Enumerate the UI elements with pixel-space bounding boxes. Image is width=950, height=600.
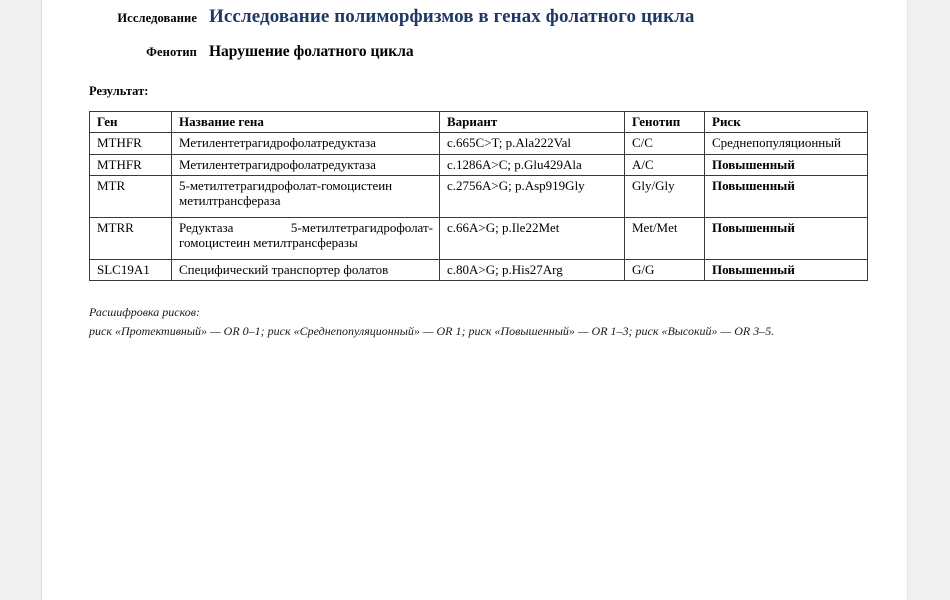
cell-gene-name: Специфический транспортер фолатов (172, 259, 440, 280)
table-row (90, 154, 868, 175)
result-label: Результат: (89, 84, 149, 98)
column-header-gene-name: Название гена (172, 112, 440, 133)
cell-gene-name: Редуктаза 5-метилтетрагидрофолат-гомоцистеин метилтрансферазы (172, 217, 440, 259)
cell-risk: Среднепопуляционный (705, 133, 868, 154)
column-header-gene: Ген (90, 112, 172, 133)
cell-genotype: Gly/Gly (625, 175, 705, 217)
table-row (90, 175, 868, 217)
column-header-variant: Вариант (440, 112, 625, 133)
document-page (41, 0, 908, 600)
cell-gene: MTHFR (90, 154, 172, 175)
risk-legend (89, 303, 874, 340)
results-table (89, 111, 868, 281)
study-row (89, 6, 874, 28)
cell-variant: c.66A>G; p.Ile22Met (440, 217, 625, 259)
phenotype-label: Фенотип (146, 45, 197, 59)
cell-gene-name: 5-метилтетрагидрофолат-гомоцистеин метилтрансфераза (172, 175, 440, 217)
cell-gene: SLC19A1 (90, 259, 172, 280)
table-row (90, 133, 868, 154)
cell-genotype: G/G (625, 259, 705, 280)
table-row (90, 259, 868, 280)
cell-gene-name: Метилентетрагидрофолатредуктаза (172, 154, 440, 175)
cell-variant: c.665C>T; p.Ala222Val (440, 133, 625, 154)
table-row (90, 217, 868, 259)
phenotype-value: Нарушение фолатного цикла (209, 43, 414, 60)
table-header-row (90, 112, 868, 133)
cell-variant: c.2756A>G; p.Asp919Gly (440, 175, 625, 217)
study-label: Исследование (117, 11, 197, 25)
cell-genotype: C/C (625, 133, 705, 154)
risk-legend-title: Расшифровка рисков: (89, 305, 200, 320)
cell-gene: MTR (90, 175, 172, 217)
column-header-genotype: Генотип (625, 112, 705, 133)
cell-gene-name: Метилентетрагидрофолатредуктаза (172, 133, 440, 154)
cell-risk: Повышенный (705, 175, 868, 217)
phenotype-row (89, 43, 874, 61)
document-content (89, 0, 874, 341)
risk-legend-text: риск «Протективный» — OR 0–1; риск «Среднепопуляционный» — OR 1; риск «Повышенный» — OR 1–3; риск «Высокий» — OR 3–5. (89, 323, 775, 338)
cell-gene: MTHFR (90, 133, 172, 154)
cell-variant: c.80A>G; p.His27Arg (440, 259, 625, 280)
page-title: Исследование полиморфизмов в генах фолатного цикла (209, 6, 695, 27)
cell-risk: Повышенный (705, 154, 868, 175)
cell-genotype: Met/Met (625, 217, 705, 259)
cell-gene: MTRR (90, 217, 172, 259)
column-header-risk: Риск (705, 112, 868, 133)
cell-risk: Повышенный (705, 259, 868, 280)
cell-variant: c.1286A>C; p.Glu429Ala (440, 154, 625, 175)
cell-genotype: A/C (625, 154, 705, 175)
cell-risk: Повышенный (705, 217, 868, 259)
